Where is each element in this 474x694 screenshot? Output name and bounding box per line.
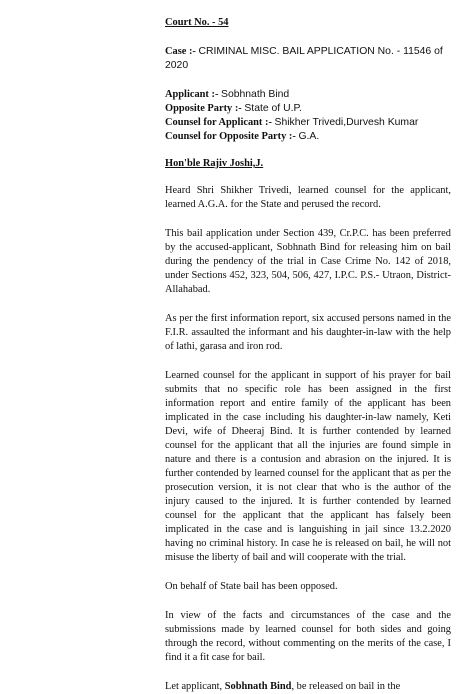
party-opposite — [165, 102, 451, 116]
party-applicant — [165, 88, 451, 102]
paragraph-application: This bail application under Section 439, Cr.P.C. has been preferred by the accused-applicant, Sobhnath Bind for releasing him on bail during the pendency of the trial in Case Crime No. 142 of 2018, under Sections 452, 323, 504, 506, 427, I.P.C. P.S.- Utraon, District- Allahabad. — [165, 228, 451, 295]
release-suffix: , be released on bail in the — [291, 681, 401, 692]
court-number: Court No. - 54 — [165, 17, 229, 28]
party-value: G.A. — [298, 131, 320, 142]
applicant-name: Sobhnath Bind — [224, 681, 292, 692]
counsel-applicant — [165, 116, 451, 130]
paragraph-fit-case: In view of the facts and circumstances of the case and the submissions made by learned counsel for both sides and going through the record, without commenting on the merits of the case, I find it a fit case for bail. — [165, 610, 451, 663]
case-value: CRIMINAL MISC. BAIL APPLICATION No. - 11546 of 2020 — [165, 46, 443, 71]
judge-name: Hon'ble Rajiv Joshi,J. — [165, 158, 264, 169]
party-value: State of U.P. — [244, 103, 302, 114]
party-value: Shikher Trivedi,Durvesh Kumar — [274, 117, 419, 128]
party-value: Sobhnath Bind — [221, 89, 290, 100]
case-label: Case :- — [165, 46, 196, 57]
case-number — [165, 45, 451, 73]
party-label: Counsel for Opposite Party :- — [165, 131, 296, 142]
party-label: Applicant :- — [165, 89, 219, 100]
release-prefix: Let applicant, — [165, 681, 225, 692]
paragraph-heard: Heard Shri Shikher Trivedi, learned counsel for the applicant, learned A.G.A. for the State and perused the record. — [165, 185, 451, 210]
paragraph-fir: As per the first information report, six accused persons named in the F.I.R. assaulted the informant and his daughter-in-law with the help of lathi, garasa and iron rod. — [165, 313, 451, 352]
counsel-opposite — [165, 130, 451, 144]
paragraph-submissions: Learned counsel for the applicant in support of his prayer for bail submits that no specific role has been assigned in the first information report and entire family of the applicant has been implicated in the case including his daughter-in-law namely, Keti Devi, wife of Dheeraj Bind. It is further contended by learned counsel for the applicant that all the injuries are found simple in nature and there is a contusion and abrasion on the injured. It is further contended by learned counsel for the applicant that as per the prosecution version, it is not clear that who is the author of the injury caused to the injured. It is further contended by learned counsel for the applicant that the applicant has falsely been implicated in the case and is languishing in jail since 13.2.2020 having no criminal history. In case he is released on bail, he will not misuse the liberty of bail and will cooperate with the trial. — [165, 370, 451, 563]
parties-block — [165, 88, 451, 144]
party-label: Opposite Party :- — [165, 103, 242, 114]
paragraph-state-opposed: On behalf of State bail has been opposed. — [165, 581, 338, 592]
party-label: Counsel for Applicant :- — [165, 117, 272, 128]
paragraph-release — [165, 680, 451, 694]
order-text — [165, 16, 451, 694]
